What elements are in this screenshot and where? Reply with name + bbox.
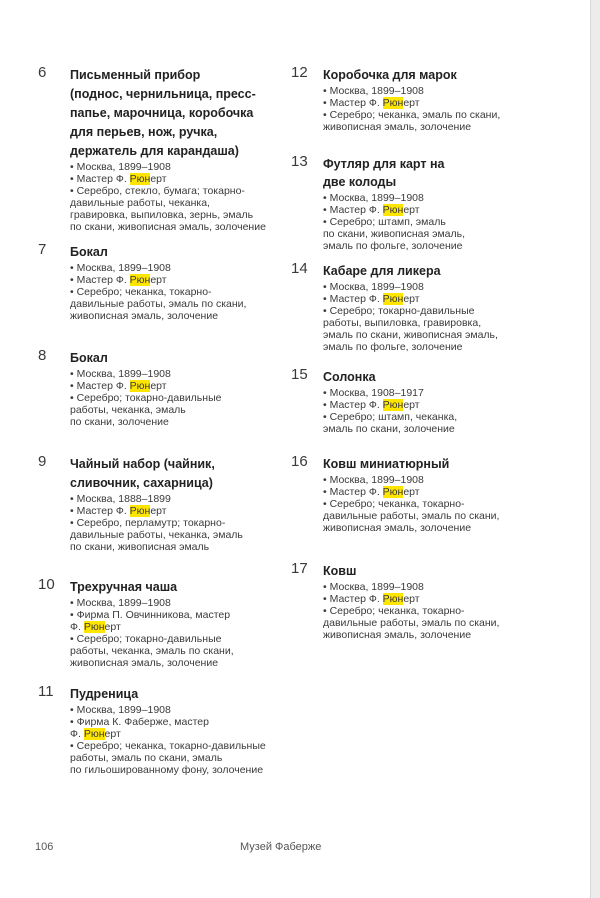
maker-text: • Мастер Ф.: [323, 204, 383, 216]
entry-body: [323, 368, 457, 435]
entry-body: [323, 262, 498, 353]
entry-maker-line: [70, 505, 243, 517]
maker-text: • Мастер Ф.: [323, 486, 383, 498]
highlighted-name-fragment: Рюн: [382, 204, 404, 216]
entry-materials-line: работы, эмаль по скани, эмаль: [70, 752, 223, 764]
entry-materials-line: работы, чеканка, эмаль по скани,: [70, 645, 234, 657]
entry-maker-line: [70, 716, 266, 728]
entry-materials-line: по скани, живописная эмаль,: [323, 228, 466, 240]
maker-text: • Мастер Ф.: [323, 97, 383, 109]
entry-title-line: Ковш миниатюрный: [323, 457, 450, 471]
entry-maker-line: [70, 621, 234, 633]
maker-text-rest: ерт: [403, 486, 420, 498]
entry-materials-line: • Серебро, стекло, бумага; токарно-: [70, 185, 245, 197]
entry-title-line: (поднос, чернильница, пресс-: [70, 87, 256, 101]
entry-maker-line: [70, 609, 234, 621]
entry-body: [323, 66, 500, 133]
entry-place-date: • Москва, 1899–1908: [70, 597, 171, 609]
maker-text: • Мастер Ф.: [323, 293, 383, 305]
entry-title-line: Коробочка для марок: [323, 68, 457, 82]
entry-materials-line: эмаль по фольге, золочение: [323, 240, 463, 252]
highlighted-name-fragment: Рюн: [382, 399, 404, 411]
entry-place-date: • Москва, 1899–1908: [70, 161, 171, 173]
maker-text: • Мастер Ф.: [70, 505, 130, 517]
entry-title-line: Пудреница: [70, 687, 139, 701]
entry-number: 13: [291, 153, 308, 170]
entry-body: [323, 455, 499, 534]
entry-materials-line: • Серебро; штамп, чеканка,: [323, 411, 458, 423]
entry-maker-line: [323, 486, 499, 498]
highlighted-name-fragment: Рюн: [83, 728, 105, 740]
entry-maker-line: [70, 173, 266, 185]
entry-title-line: сливочник, сахарница): [70, 476, 213, 490]
entry-place-date: • Москва, 1899–1908: [70, 368, 171, 380]
highlighted-name-fragment: Рюн: [129, 505, 151, 517]
highlighted-name-fragment: Рюн: [382, 593, 404, 605]
entry-number: 17: [291, 560, 308, 577]
entry-number: 7: [38, 241, 47, 258]
page-number: 106: [35, 841, 54, 853]
entry-materials-line: • Серебро; токарно-давильные: [323, 305, 475, 317]
entry-body: [70, 66, 266, 233]
entry-materials-line: живописная эмаль, золочение: [323, 522, 472, 534]
entry-number: 6: [38, 64, 47, 81]
entry-materials-line: • Серебро; чеканка, токарно-: [70, 286, 212, 298]
maker-text-rest: ерт: [150, 505, 167, 517]
entry-number: 12: [291, 64, 308, 81]
maker-text: Ф.: [70, 728, 84, 740]
entry-materials-line: давильные работы, эмаль по скани,: [70, 298, 247, 310]
entry-maker-line: [323, 293, 498, 305]
entry-title-line: Трехручная чаша: [70, 580, 178, 594]
entry-title-line: Солонка: [323, 370, 376, 384]
entry-materials-line: по гильошированному фону, золочение: [70, 764, 264, 776]
entry-number: 8: [38, 347, 47, 364]
maker-text-rest: ерт: [403, 399, 420, 411]
maker-text: • Мастер Ф.: [70, 274, 130, 286]
highlighted-name-fragment: Рюн: [129, 274, 151, 286]
entry-materials-line: живописная эмаль, золочение: [323, 121, 472, 133]
maker-text: • Мастер Ф.: [323, 593, 383, 605]
entry-materials-line: давильные работы, эмаль по скани,: [323, 510, 500, 522]
maker-text: • Фирма П. Овчинникова, мастер: [70, 609, 231, 621]
entry-materials-line: по скани, живописная эмаль, золочение: [70, 221, 266, 233]
entry-place-date: • Москва, 1899–1908: [323, 85, 424, 97]
maker-text-rest: ерт: [403, 293, 420, 305]
entry-body: [70, 243, 246, 322]
entry-materials-line: эмаль по скани, живописная эмаль,: [323, 329, 498, 341]
entry-body: [70, 455, 243, 553]
entry-maker-line: [70, 728, 266, 740]
entry-materials-line: гравировка, выпиловка, зернь, эмаль: [70, 209, 254, 221]
maker-text-rest: ерт: [150, 274, 167, 286]
entry-number: 10: [38, 576, 55, 593]
entry-materials-line: • Серебро; чеканка, токарно-давильные: [70, 740, 266, 752]
entry-body: [70, 349, 221, 428]
maker-text: • Мастер Ф.: [70, 173, 130, 185]
entry-place-date: • Москва, 1899–1908: [323, 474, 424, 486]
entry-materials-line: давильные работы, чеканка,: [70, 197, 210, 209]
page-edge: [590, 0, 600, 898]
entry-materials-line: по скани, золочение: [70, 416, 169, 428]
highlighted-name-fragment: Рюн: [382, 486, 404, 498]
footer-museum-title: Музей Фаберже: [240, 841, 322, 853]
maker-text: • Фирма К. Фаберже, мастер: [70, 716, 209, 728]
entry-maker-line: [70, 274, 246, 286]
entry-title-line: Ковш: [323, 564, 357, 578]
entry-materials-line: эмаль по скани, золочение: [323, 423, 455, 435]
entry-materials-line: давильные работы, чеканка, эмаль: [70, 529, 243, 541]
entry-maker-line: [323, 399, 457, 411]
entry-materials-line: живописная эмаль, золочение: [323, 629, 472, 641]
entry-title-line: Бокал: [70, 351, 108, 365]
maker-text: • Мастер Ф.: [323, 399, 383, 411]
entry-materials-line: живописная эмаль, золочение: [70, 310, 219, 322]
maker-text-rest: ерт: [403, 204, 420, 216]
maker-text-rest: ерт: [403, 593, 420, 605]
entry-materials-line: • Серебро; чеканка, токарно-: [323, 498, 465, 510]
entry-title-line: для перьев, нож, ручка,: [70, 125, 218, 139]
entry-title-line: Кабаре для ликера: [323, 264, 441, 278]
entry-materials-line: • Серебро; чеканка, токарно-: [323, 605, 465, 617]
entry-place-date: • Москва, 1899–1908: [323, 281, 424, 293]
entry-maker-line: [323, 97, 500, 109]
highlighted-name-fragment: Рюн: [382, 293, 404, 305]
entry-number: 15: [291, 366, 308, 383]
maker-text: • Мастер Ф.: [70, 380, 130, 392]
entry-materials-line: давильные работы, эмаль по скани,: [323, 617, 500, 629]
entry-title-line: папье, марочница, коробочка: [70, 106, 254, 120]
highlighted-name-fragment: Рюн: [382, 97, 404, 109]
entry-body: [323, 155, 465, 252]
maker-text: Ф.: [70, 621, 84, 633]
entry-materials-line: по скани, живописная эмаль: [70, 541, 210, 553]
entry-place-date: • Москва, 1899–1908: [323, 192, 424, 204]
entry-materials-line: • Серебро, перламутр; токарно-: [70, 517, 226, 529]
entry-maker-line: [323, 204, 465, 216]
entry-body: [323, 562, 499, 641]
entry-materials-line: живописная эмаль, золочение: [70, 657, 219, 669]
entry-place-date: • Москва, 1908–1917: [323, 387, 424, 399]
highlighted-name-fragment: Рюн: [83, 621, 105, 633]
entry-place-date: • Москва, 1899–1908: [323, 581, 424, 593]
entry-materials-line: работы, чеканка, эмаль: [70, 404, 186, 416]
maker-text-rest: ерт: [104, 728, 121, 740]
entry-place-date: • Москва, 1888–1899: [70, 493, 171, 505]
maker-text-rest: ерт: [150, 380, 167, 392]
maker-text-rest: ерт: [150, 173, 167, 185]
entry-materials-line: • Серебро; токарно-давильные: [70, 633, 222, 645]
entry-place-date: • Москва, 1899–1908: [70, 704, 171, 716]
entry-title-line: Чайный набор (чайник,: [70, 457, 215, 471]
entry-title-line: держатель для карандаша): [70, 144, 239, 158]
entry-maker-line: [323, 593, 499, 605]
entry-place-date: • Москва, 1899–1908: [70, 262, 171, 274]
entry-title-line: Бокал: [70, 245, 108, 259]
entry-number: 9: [38, 453, 47, 470]
entry-materials-line: работы, выпиловка, гравировка,: [323, 317, 482, 329]
maker-text-rest: ерт: [104, 621, 121, 633]
entry-maker-line: [70, 380, 221, 392]
entry-materials-line: • Серебро; токарно-давильные: [70, 392, 222, 404]
highlighted-name-fragment: Рюн: [129, 173, 151, 185]
entry-number: 11: [38, 683, 54, 700]
entry-materials-line: • Серебро; чеканка, эмаль по скани,: [323, 109, 501, 121]
maker-text-rest: ерт: [403, 97, 420, 109]
entry-materials-line: • Серебро; штамп, эмаль: [323, 216, 446, 228]
highlighted-name-fragment: Рюн: [129, 380, 151, 392]
entry-title-line: Футляр для карт на две колоды: [323, 157, 445, 189]
entry-number: 16: [291, 453, 308, 470]
entry-body: [70, 578, 234, 669]
entry-materials-line: эмаль по фольге, золочение: [323, 341, 463, 353]
entry-number: 14: [291, 260, 308, 277]
entry-body: [70, 685, 266, 776]
entry-title-line: Письменный прибор: [70, 68, 201, 82]
